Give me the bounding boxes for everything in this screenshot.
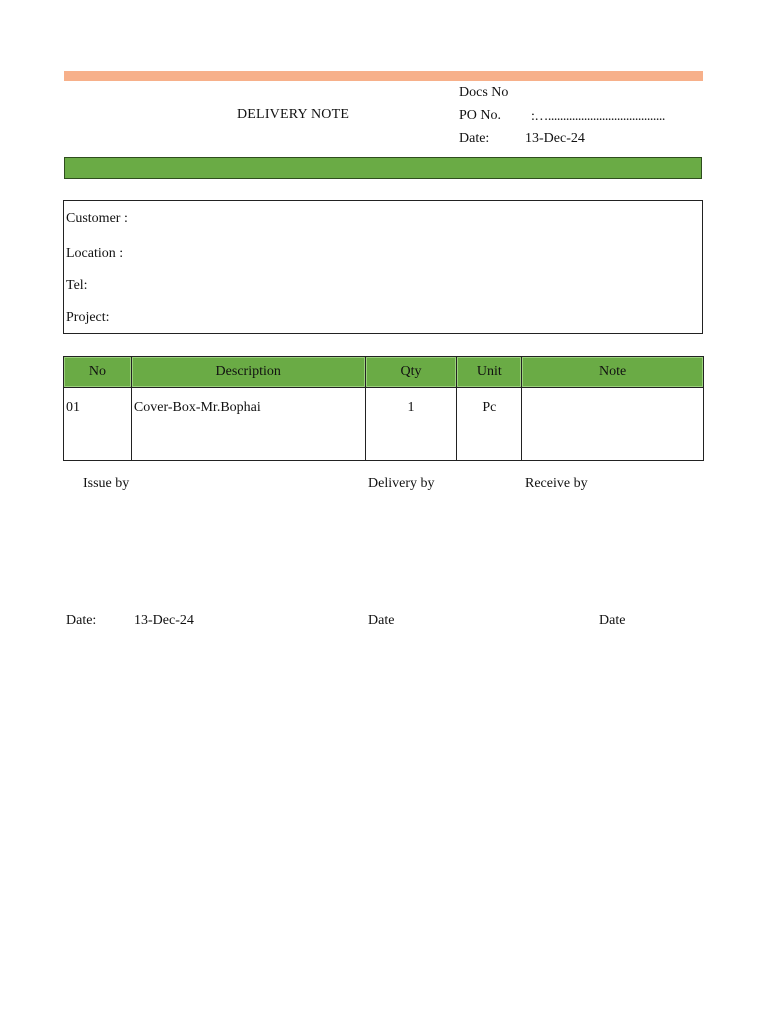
tel-label: Tel: <box>66 278 88 293</box>
docs-no-label: Docs No <box>459 85 509 100</box>
issue-by-label: Issue by <box>83 476 130 491</box>
cell-note <box>522 388 704 461</box>
orange-top-bar <box>64 71 703 81</box>
cell-description: Cover-Box-Mr.Bophai <box>131 388 365 461</box>
po-no-label: PO No. <box>459 108 502 123</box>
project-label: Project: <box>66 310 110 325</box>
po-no-value: :…....................................... <box>531 109 665 124</box>
issue-date-label: Date: <box>66 613 97 628</box>
table-header-row <box>64 357 704 388</box>
green-divider-bar <box>64 157 702 179</box>
header-qty: Qty <box>365 357 457 388</box>
receive-date-label: Date <box>599 613 626 628</box>
items-table <box>63 356 704 461</box>
date-label: Date: <box>459 131 490 146</box>
location-label: Location : <box>66 246 124 261</box>
customer-info-box <box>63 200 703 334</box>
cell-unit: Pc <box>457 388 522 461</box>
cell-no: 01 <box>64 388 132 461</box>
header-unit: Unit <box>457 357 522 388</box>
header-note: Note <box>522 357 704 388</box>
cell-qty: 1 <box>365 388 457 461</box>
date-value: 13-Dec-24 <box>525 131 585 146</box>
table-row <box>64 388 704 461</box>
receive-by-label: Receive by <box>525 476 588 491</box>
header-description: Description <box>131 357 365 388</box>
customer-label: Customer : <box>66 211 128 226</box>
issue-date-value: 13-Dec-24 <box>134 613 194 628</box>
header-no: No <box>64 357 132 388</box>
page-title: DELIVERY NOTE <box>237 107 350 122</box>
delivery-date-label: Date <box>368 613 395 628</box>
delivery-by-label: Delivery by <box>368 476 435 491</box>
